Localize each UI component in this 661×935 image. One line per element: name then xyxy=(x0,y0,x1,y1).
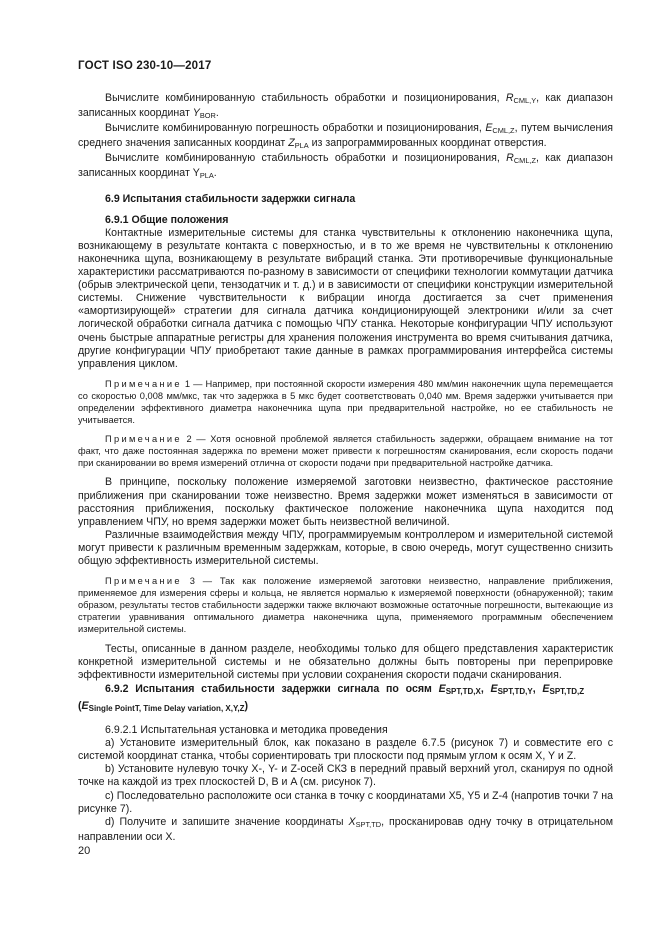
section-title-6-9-2-symbol: (ESingle PointT, Time Delay variation, X,Y,Z) xyxy=(78,699,249,713)
list-item-b: b) Установите нулевую точку X-, Y- и Z-осей СКЗ в передний правый верхний угол, сканируя по одной точке на каждой из трех плоскостей D, B и A (см. рисунок 7). xyxy=(78,763,613,789)
page-header: ГОСТ ISO 230-10—2017 xyxy=(78,60,212,72)
paragraph-approach-distance: В принципе, поскольку положение измеряемой заготовки неизвестно, фактическое расстояние приближения при сканировании тоже неизвестно. Время задержки может изменяться в зависимости от расстояния приближения, поскольку фактическое положение наконечника щупа находится под управлением ЧПУ, но время задержки может быть неизвестной величиной. xyxy=(78,476,613,528)
paragraph-ecml-z: Вычислите комбинированную погрешность обработки и позиционирования, $E_{CML,Z}$, путем вычисления среднего значения записанных координат $Z_{PLA}$ из запрограммированных координат отверстия. xyxy=(78,122,613,151)
note-1: Примечание 1 — Например, при постоянной скорости измерения 480 мм/мин наконечник щупа перемещается со скоростью 0,008 мм/мкс, так что задержка в 5 мкс будет соответствовать 0,040 мм. Время задержки учитывается при определении эффективного диаметра наконечника щупа при предварительной настройке, но ее стабильность не учитывается. xyxy=(78,378,614,426)
section-title-6-9-1: 6.9.1 Общие положения xyxy=(105,213,229,226)
list-item-d: d) Получите и запишите значение координаты $X_{SPT,TD}$, просканировав одну точку в отрицательном направлении оси X. xyxy=(78,815,613,843)
page-body xyxy=(78,92,613,844)
page-number: 20 xyxy=(78,845,91,857)
section-title-6-9: 6.9 Испытания стабильности задержки сигнала xyxy=(105,192,356,205)
list-item-a: a) Установите измерительный блок, как показано в разделе 6.7.5 (рисунок 7) и совместите его с системой координат станка, чтобы сориентировать три плоскости под прямым углом к осям X, Y и Z. xyxy=(78,737,613,763)
paragraph-rcml-z: Вычислите комбинированную стабильность обработки и позиционирования, $R_{CML,Z}$, как диапазон записанных координат $Y_{PLA}$. xyxy=(78,152,613,181)
paragraph-tests: Тесты, описанные в данном разделе, необходимы только для общего представления характеристик конкретной измерительной системы и не обязательно должны быть повторены при переприровке эффективности измерительной системы при условии сохранения скорости подачи сканирования. xyxy=(78,642,613,681)
paragraph-rcml-y: Вычислите комбинированную стабильность обработки и позиционирования, $R_{CML,Y}$, как диапазон записанных координат $Y_{BOR}$. xyxy=(78,92,613,121)
paragraph-interactions: Различные взаимодействия между ЧПУ, программируемым контроллером и измерительной системой могут привести к различным временным задержкам, которые, в свою очередь, могут существенно снизить общую эффективность измерительной системы. xyxy=(78,528,613,567)
note-2: Примечание 2 — Хотя основной проблемой является стабильность задержки, обращаем внимание на тот факт, что даже постоянная задержка по времени может привести к погрешностям сканирования, если скорость подачи при сканировании во время измерений отлична от скорости подачи при предварительной настройке датчика. xyxy=(78,434,614,469)
note-3: Примечание 3 — Так как положение измеряемой заготовки неизвестно, направление приближения, применяемое для измерения сферы и кольца, не является нормалью к измеряемой поверхности (обнаруженной); таким образом, результаты тестов стабильности задержки также включают возможные остаточные погрешности, вытекающие из стратегии уравнивания оптимального диаметра наконечника щупа, применяемого программным обеспечением измерительной системы. xyxy=(78,576,613,635)
section-title-6-9-2: 6.9.2 Испытания стабильности задержки сигнала по осям ESPT,TD,X, ESPT,TD,Y, ESPT,TD,Z xyxy=(105,682,585,696)
paragraph-general: Контактные измерительные системы для станка чувствительны к отклонению наконечника щупа, возникающему в результате контакта с поверхностью, и в то же время не чувствительны к отклонению наконечника щупа, возникающему в результате вибраций станка. Эти противоречивые функциональные характеристики рассматриваются по-разному в зависимости от специфики технологии коммутации датчика (обрыв электрической цепи, тензодатчик и т. д.) и в зависимости от специфики конструкции измерительной системы. Снижение чувствительности к вибрации иногда достигается за счет применения «амортизирующей» стратегии для сигнала датчика кондиционирующей электроники и/или за счет логической обработки сигнала датчика с помощью ЧПУ станка. Некоторые конфигурации ЧПУ используют очень быстрые аппаратные регистры для хранения положения инструмента во время считывания датчика, другие конфигурации ЧПУ приобретают такие данные в рамках программирования интерфейса системы управления циклом. xyxy=(78,226,613,370)
list-item-c: c) Последовательно расположите оси станка в точку с координатами X5, Y5 и Z-4 (напротив точки 7 на рисунке 7). xyxy=(78,789,613,815)
section-title-6-9-2-1: 6.9.2.1 Испытательная установка и методика проведения xyxy=(105,724,388,737)
